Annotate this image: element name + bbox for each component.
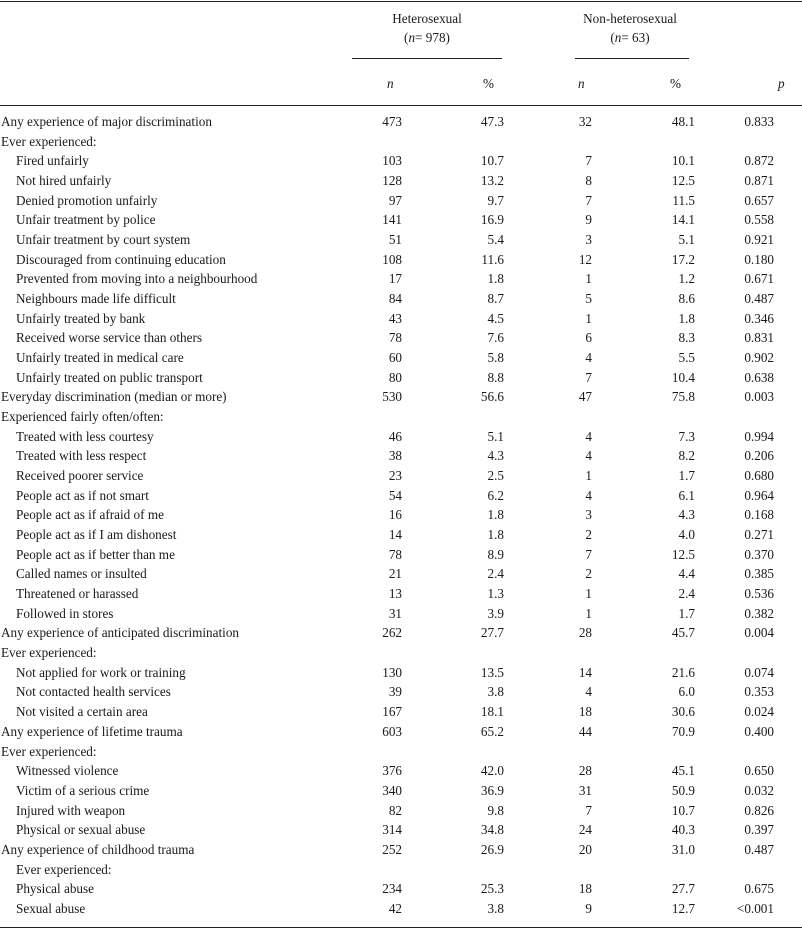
table-row bbox=[0, 466, 802, 486]
het-n-cell: 103 bbox=[382, 153, 402, 169]
non-pct-cell: 45.7 bbox=[671, 625, 695, 641]
het-pct-cell: 18.1 bbox=[480, 704, 504, 720]
non-n-cell: 4 bbox=[585, 684, 592, 700]
row-label: Not applied for work or training bbox=[16, 664, 186, 680]
non-n-cell: 7 bbox=[585, 369, 592, 385]
het-n-cell: 23 bbox=[388, 468, 402, 484]
non-n-cell: 18 bbox=[578, 704, 592, 720]
p-value-cell: 0.353 bbox=[744, 684, 774, 700]
het-pct-cell: 5.1 bbox=[487, 428, 504, 444]
p-value-cell: 0.921 bbox=[744, 232, 774, 248]
non-pct-cell: 10.7 bbox=[671, 802, 695, 818]
row-label: Fired unfairly bbox=[16, 153, 89, 169]
het-n-cell: 108 bbox=[382, 251, 402, 267]
p-value-cell: 0.657 bbox=[744, 192, 774, 208]
table-body bbox=[0, 112, 802, 919]
non-n-cell: 9 bbox=[585, 212, 592, 228]
het-n-cell: 54 bbox=[388, 487, 402, 503]
row-label: Prevented from moving into a neighbourhood bbox=[16, 271, 258, 287]
non-heterosexual-group-header bbox=[566, 9, 694, 47]
table-row bbox=[0, 132, 802, 152]
non-pct-cell: 7.3 bbox=[678, 428, 695, 444]
het-n-cell: 42 bbox=[388, 900, 402, 916]
non-pct-cell: 50.9 bbox=[671, 782, 695, 798]
table-row bbox=[0, 368, 802, 388]
non-n-cell: 8 bbox=[585, 173, 592, 189]
row-label: Ever experienced: bbox=[1, 743, 97, 759]
row-label: Treated with less courtesy bbox=[16, 428, 154, 444]
non-pct-cell: 75.8 bbox=[671, 389, 695, 405]
table-row bbox=[0, 348, 802, 368]
row-label: People act as if not smart bbox=[16, 487, 149, 503]
non-pct-cell: 11.5 bbox=[672, 192, 695, 208]
heterosexual-group-header bbox=[352, 9, 502, 47]
heterosexual-n-value: = 978 bbox=[415, 30, 446, 45]
row-label: People act as if afraid of me bbox=[16, 507, 164, 523]
table-header-rule bbox=[0, 105, 802, 106]
p-value-cell: 0.872 bbox=[744, 153, 774, 169]
non-n-cell: 9 bbox=[585, 900, 592, 916]
non-n-cell: 1 bbox=[585, 605, 592, 621]
table-row bbox=[0, 250, 802, 270]
het-n-cell: 38 bbox=[388, 448, 402, 464]
non-n-cell: 7 bbox=[585, 802, 592, 818]
het-pct-cell: 1.8 bbox=[487, 507, 504, 523]
p-value-cell: 0.902 bbox=[744, 350, 774, 366]
col-head-p: p bbox=[778, 76, 785, 91]
table-row bbox=[0, 505, 802, 525]
het-pct-cell: 1.8 bbox=[487, 527, 504, 543]
table-row bbox=[0, 427, 802, 447]
row-label: Injured with weapon bbox=[16, 802, 126, 818]
het-pct-cell: 8.8 bbox=[487, 369, 504, 385]
het-pct-cell: 7.6 bbox=[487, 330, 504, 346]
p-value-cell: 0.831 bbox=[744, 330, 774, 346]
non-pct-cell: 17.2 bbox=[671, 251, 695, 267]
non-heterosexual-group-n: (n= 63) bbox=[610, 30, 650, 45]
het-n-cell: 128 bbox=[382, 173, 402, 189]
het-pct-cell: 27.7 bbox=[480, 625, 504, 641]
table-row bbox=[0, 623, 802, 643]
table-row bbox=[0, 761, 802, 781]
row-label: Unfairly treated on public transport bbox=[16, 369, 203, 385]
row-label: Called names or insulted bbox=[16, 566, 147, 582]
het-n-cell: 252 bbox=[382, 841, 402, 857]
p-value-cell: 0.168 bbox=[744, 507, 774, 523]
non-n-cell: 14 bbox=[578, 664, 592, 680]
non-n-cell: 4 bbox=[585, 428, 592, 444]
row-label: Any experience of childhood trauma bbox=[1, 841, 195, 857]
het-n-cell: 376 bbox=[382, 763, 402, 779]
p-value-cell: 0.638 bbox=[744, 369, 774, 385]
non-n-cell: 44 bbox=[578, 723, 592, 739]
p-value-cell: 0.382 bbox=[744, 605, 774, 621]
p-value-cell: 0.833 bbox=[744, 114, 774, 129]
het-n-cell: 60 bbox=[388, 350, 402, 366]
col-head-het-n: n bbox=[387, 76, 394, 91]
non-n-cell: 20 bbox=[578, 841, 592, 857]
p-value-cell: 0.206 bbox=[744, 448, 774, 464]
table-row bbox=[0, 584, 802, 604]
table-row bbox=[0, 860, 802, 880]
p-value-cell: 0.487 bbox=[744, 291, 774, 307]
non-n-cell: 4 bbox=[585, 350, 592, 366]
non-n-cell: 47 bbox=[578, 389, 592, 405]
het-pct-cell: 26.9 bbox=[480, 841, 504, 857]
het-n-cell: 82 bbox=[388, 802, 402, 818]
row-label: Ever experienced: bbox=[1, 645, 97, 661]
het-pct-cell: 65.2 bbox=[480, 723, 504, 739]
table-row bbox=[0, 328, 802, 348]
non-n-cell: 3 bbox=[585, 232, 592, 248]
p-value-cell: 0.400 bbox=[744, 723, 774, 739]
non-pct-cell: 4.4 bbox=[678, 566, 695, 582]
non-n-cell: 18 bbox=[578, 881, 592, 897]
p-value-cell: 0.675 bbox=[744, 881, 774, 897]
het-pct-cell: 5.4 bbox=[487, 232, 504, 248]
non-n-cell: 1 bbox=[585, 586, 592, 602]
p-value-cell: 0.680 bbox=[744, 468, 774, 484]
non-pct-cell: 8.3 bbox=[678, 330, 695, 346]
het-pct-cell: 6.2 bbox=[487, 487, 504, 503]
non-n-cell: 3 bbox=[585, 507, 592, 523]
non-heterosexual-n-symbol: n bbox=[614, 30, 622, 45]
row-label: Any experience of anticipated discrimination bbox=[1, 625, 240, 641]
row-label: Followed in stores bbox=[16, 605, 114, 621]
het-n-cell: 167 bbox=[382, 704, 402, 720]
non-pct-cell: 6.0 bbox=[678, 684, 695, 700]
non-pct-cell: 14.1 bbox=[671, 212, 695, 228]
p-value-cell: 0.074 bbox=[744, 664, 774, 680]
p-value-cell: 0.385 bbox=[744, 566, 774, 582]
p-value-cell: 0.558 bbox=[744, 212, 774, 228]
table-row bbox=[0, 742, 802, 762]
row-label: Neighbours made life difficult bbox=[16, 291, 176, 307]
non-pct-cell: 1.8 bbox=[678, 310, 695, 326]
table-row bbox=[0, 682, 802, 702]
het-pct-cell: 42.0 bbox=[480, 763, 504, 779]
table-row bbox=[0, 722, 802, 742]
row-label: Victim of a serious crime bbox=[16, 782, 150, 798]
het-pct-cell: 5.8 bbox=[487, 350, 504, 366]
row-label: Threatened or harassed bbox=[16, 586, 139, 602]
non-pct-cell: 48.1 bbox=[671, 114, 695, 129]
table-row bbox=[0, 840, 802, 860]
het-n-cell: 39 bbox=[388, 684, 402, 700]
p-value-cell: 0.397 bbox=[744, 822, 774, 838]
p-value-cell: 0.871 bbox=[744, 173, 774, 189]
het-n-cell: 314 bbox=[382, 822, 402, 838]
table-row bbox=[0, 289, 802, 309]
non-pct-cell: 5.5 bbox=[678, 350, 695, 366]
het-n-cell: 97 bbox=[388, 192, 402, 208]
col-head-non-pct: % bbox=[670, 76, 681, 91]
table-row bbox=[0, 112, 802, 132]
non-pct-cell: 4.3 bbox=[678, 507, 695, 523]
table-row bbox=[0, 309, 802, 329]
het-pct-cell: 2.5 bbox=[487, 468, 504, 484]
non-pct-cell: 6.1 bbox=[678, 487, 695, 503]
non-n-cell: 28 bbox=[578, 763, 592, 779]
het-pct-cell: 8.9 bbox=[487, 546, 504, 562]
row-label: Received worse service than others bbox=[16, 330, 203, 346]
p-value-cell: 0.994 bbox=[744, 428, 774, 444]
non-pct-cell: 27.7 bbox=[671, 881, 695, 897]
col-head-het-pct: % bbox=[483, 76, 494, 91]
non-n-cell: 7 bbox=[585, 192, 592, 208]
table-row bbox=[0, 171, 802, 191]
het-pct-cell: 34.8 bbox=[480, 822, 504, 838]
table-row bbox=[0, 486, 802, 506]
p-value-cell: 0.004 bbox=[744, 625, 774, 641]
row-label: Everyday discrimination (median or more) bbox=[1, 389, 227, 405]
table-row bbox=[0, 879, 802, 899]
non-pct-cell: 21.6 bbox=[671, 664, 695, 680]
non-n-cell: 1 bbox=[585, 310, 592, 326]
row-label: Unfair treatment by court system bbox=[16, 232, 191, 248]
p-value-cell: 0.671 bbox=[744, 271, 774, 287]
p-value-cell: <0.001 bbox=[736, 900, 774, 916]
table-row bbox=[0, 801, 802, 821]
row-label: Unfair treatment by police bbox=[16, 212, 156, 228]
non-n-cell: 2 bbox=[585, 527, 592, 543]
p-value-cell: 0.964 bbox=[744, 487, 774, 503]
p-value-cell: 0.826 bbox=[744, 802, 774, 818]
non-pct-cell: 40.3 bbox=[671, 822, 695, 838]
non-pct-cell: 8.2 bbox=[678, 448, 695, 464]
het-n-cell: 130 bbox=[382, 664, 402, 680]
het-n-cell: 530 bbox=[382, 389, 402, 405]
het-n-cell: 31 bbox=[388, 605, 402, 621]
row-label: Received poorer service bbox=[16, 468, 144, 484]
non-pct-cell: 1.7 bbox=[678, 468, 695, 484]
het-n-cell: 84 bbox=[388, 291, 402, 307]
row-label: Unfairly treated in medical care bbox=[16, 350, 184, 366]
het-pct-cell: 11.6 bbox=[481, 251, 504, 267]
het-n-cell: 13 bbox=[388, 586, 402, 602]
non-pct-cell: 1.2 bbox=[678, 271, 695, 287]
non-pct-cell: 12.5 bbox=[671, 173, 695, 189]
table-row bbox=[0, 191, 802, 211]
p-value-cell: 0.271 bbox=[744, 527, 774, 543]
non-n-cell: 7 bbox=[585, 546, 592, 562]
non-pct-cell: 1.7 bbox=[678, 605, 695, 621]
het-pct-cell: 3.9 bbox=[487, 605, 504, 621]
p-value-cell: 0.536 bbox=[744, 586, 774, 602]
table-row bbox=[0, 564, 802, 584]
table-row bbox=[0, 151, 802, 171]
non-pct-cell: 8.6 bbox=[678, 291, 695, 307]
het-n-cell: 16 bbox=[388, 507, 402, 523]
het-n-cell: 78 bbox=[388, 546, 402, 562]
non-pct-cell: 10.1 bbox=[671, 153, 695, 169]
row-label: Experienced fairly often/often: bbox=[1, 409, 164, 425]
non-heterosexual-group-rule bbox=[575, 58, 689, 59]
table-row bbox=[0, 663, 802, 683]
non-pct-cell: 5.1 bbox=[678, 232, 695, 248]
table-row bbox=[0, 525, 802, 545]
row-label: Not visited a certain area bbox=[16, 704, 148, 720]
table-row bbox=[0, 820, 802, 840]
non-n-cell: 28 bbox=[578, 625, 592, 641]
non-pct-cell: 4.0 bbox=[678, 527, 695, 543]
p-value-cell: 0.650 bbox=[744, 763, 774, 779]
table-row bbox=[0, 781, 802, 801]
non-n-cell: 4 bbox=[585, 448, 592, 464]
het-pct-cell: 3.8 bbox=[487, 900, 504, 916]
het-n-cell: 46 bbox=[388, 428, 402, 444]
p-value-cell: 0.487 bbox=[744, 841, 774, 857]
non-pct-cell: 31.0 bbox=[671, 841, 695, 857]
het-n-cell: 141 bbox=[382, 212, 402, 228]
het-pct-cell: 2.4 bbox=[487, 566, 504, 582]
het-pct-cell: 8.7 bbox=[487, 291, 504, 307]
table-row bbox=[0, 702, 802, 722]
non-pct-cell: 30.6 bbox=[671, 704, 695, 720]
non-n-cell: 32 bbox=[578, 114, 592, 129]
het-pct-cell: 25.3 bbox=[480, 881, 504, 897]
row-label: Not contacted health services bbox=[16, 684, 171, 700]
non-n-cell: 6 bbox=[585, 330, 592, 346]
het-n-cell: 21 bbox=[388, 566, 402, 582]
table-row bbox=[0, 269, 802, 289]
col-head-non-n: n bbox=[578, 76, 585, 91]
table-row bbox=[0, 230, 802, 250]
table-row bbox=[0, 643, 802, 663]
heterosexual-group-rule bbox=[352, 58, 502, 59]
non-heterosexual-group-name: Non-heterosexual bbox=[583, 11, 677, 26]
p-value-cell: 0.024 bbox=[744, 704, 774, 720]
non-pct-cell: 12.5 bbox=[671, 546, 695, 562]
het-n-cell: 603 bbox=[382, 723, 402, 739]
het-n-cell: 14 bbox=[388, 527, 402, 543]
table-bottom-rule bbox=[0, 927, 802, 928]
het-n-cell: 78 bbox=[388, 330, 402, 346]
row-label: People act as if I am dishonest bbox=[16, 527, 177, 543]
non-pct-cell: 70.9 bbox=[671, 723, 695, 739]
het-pct-cell: 1.3 bbox=[487, 586, 504, 602]
non-n-cell: 7 bbox=[585, 153, 592, 169]
p-value-cell: 0.370 bbox=[744, 546, 774, 562]
heterosexual-group-n: (n= 978) bbox=[404, 30, 450, 45]
p-value-cell: 0.180 bbox=[744, 251, 774, 267]
row-label: Ever experienced: bbox=[1, 133, 97, 149]
row-label: Physical or sexual abuse bbox=[16, 822, 146, 838]
non-pct-cell: 2.4 bbox=[678, 586, 695, 602]
row-label: Any experience of major discrimination bbox=[1, 114, 212, 129]
het-pct-cell: 47.3 bbox=[480, 114, 504, 129]
row-label: Discouraged from continuing education bbox=[16, 251, 226, 267]
het-n-cell: 51 bbox=[388, 232, 402, 248]
het-pct-cell: 13.5 bbox=[480, 664, 504, 680]
non-pct-cell: 45.1 bbox=[671, 763, 695, 779]
row-label: Witnessed violence bbox=[16, 763, 119, 779]
het-pct-cell: 36.9 bbox=[480, 782, 504, 798]
het-n-cell: 340 bbox=[382, 782, 402, 798]
non-n-cell: 4 bbox=[585, 487, 592, 503]
het-pct-cell: 3.8 bbox=[487, 684, 504, 700]
het-n-cell: 262 bbox=[382, 625, 402, 641]
non-pct-cell: 12.7 bbox=[671, 900, 695, 916]
row-label: Physical abuse bbox=[16, 881, 95, 897]
het-n-cell: 473 bbox=[382, 114, 402, 129]
table-row bbox=[0, 545, 802, 565]
table-row bbox=[0, 210, 802, 230]
row-label: Denied promotion unfairly bbox=[16, 192, 158, 208]
het-pct-cell: 9.8 bbox=[487, 802, 504, 818]
non-pct-cell: 10.4 bbox=[671, 369, 695, 385]
non-n-cell: 1 bbox=[585, 271, 592, 287]
non-n-cell: 2 bbox=[585, 566, 592, 582]
het-pct-cell: 56.6 bbox=[480, 389, 504, 405]
row-label: Ever experienced: bbox=[16, 861, 112, 877]
row-label: Treated with less respect bbox=[16, 448, 147, 464]
het-pct-cell: 10.7 bbox=[480, 153, 504, 169]
non-n-cell: 12 bbox=[578, 251, 592, 267]
non-heterosexual-n-value: = 63 bbox=[621, 30, 646, 45]
het-n-cell: 80 bbox=[388, 369, 402, 385]
het-pct-cell: 4.3 bbox=[487, 448, 504, 464]
p-value-cell: 0.003 bbox=[744, 389, 774, 405]
table-row bbox=[0, 899, 802, 919]
non-n-cell: 5 bbox=[585, 291, 592, 307]
het-n-cell: 17 bbox=[388, 271, 402, 287]
het-pct-cell: 4.5 bbox=[487, 310, 504, 326]
het-pct-cell: 16.9 bbox=[480, 212, 504, 228]
het-pct-cell: 13.2 bbox=[480, 173, 504, 189]
het-pct-cell: 9.7 bbox=[487, 192, 504, 208]
het-n-cell: 234 bbox=[382, 881, 402, 897]
heterosexual-n-symbol: n bbox=[408, 30, 416, 45]
non-n-cell: 24 bbox=[578, 822, 592, 838]
non-n-cell: 1 bbox=[585, 468, 592, 484]
row-label: People act as if better than me bbox=[16, 546, 175, 562]
row-label: Sexual abuse bbox=[16, 900, 86, 916]
p-value-cell: 0.032 bbox=[744, 782, 774, 798]
row-label: Any experience of lifetime trauma bbox=[1, 723, 183, 739]
het-pct-cell: 1.8 bbox=[487, 271, 504, 287]
table-row bbox=[0, 604, 802, 624]
heterosexual-group-name: Heterosexual bbox=[392, 11, 462, 26]
table-row bbox=[0, 387, 802, 407]
row-label: Not hired unfairly bbox=[16, 173, 112, 189]
p-value-cell: 0.346 bbox=[744, 310, 774, 326]
row-label: Unfairly treated by bank bbox=[16, 310, 146, 326]
het-n-cell: 43 bbox=[388, 310, 402, 326]
table-top-rule bbox=[0, 1, 802, 2]
table-row bbox=[0, 407, 802, 427]
non-n-cell: 31 bbox=[578, 782, 592, 798]
table-row bbox=[0, 446, 802, 466]
